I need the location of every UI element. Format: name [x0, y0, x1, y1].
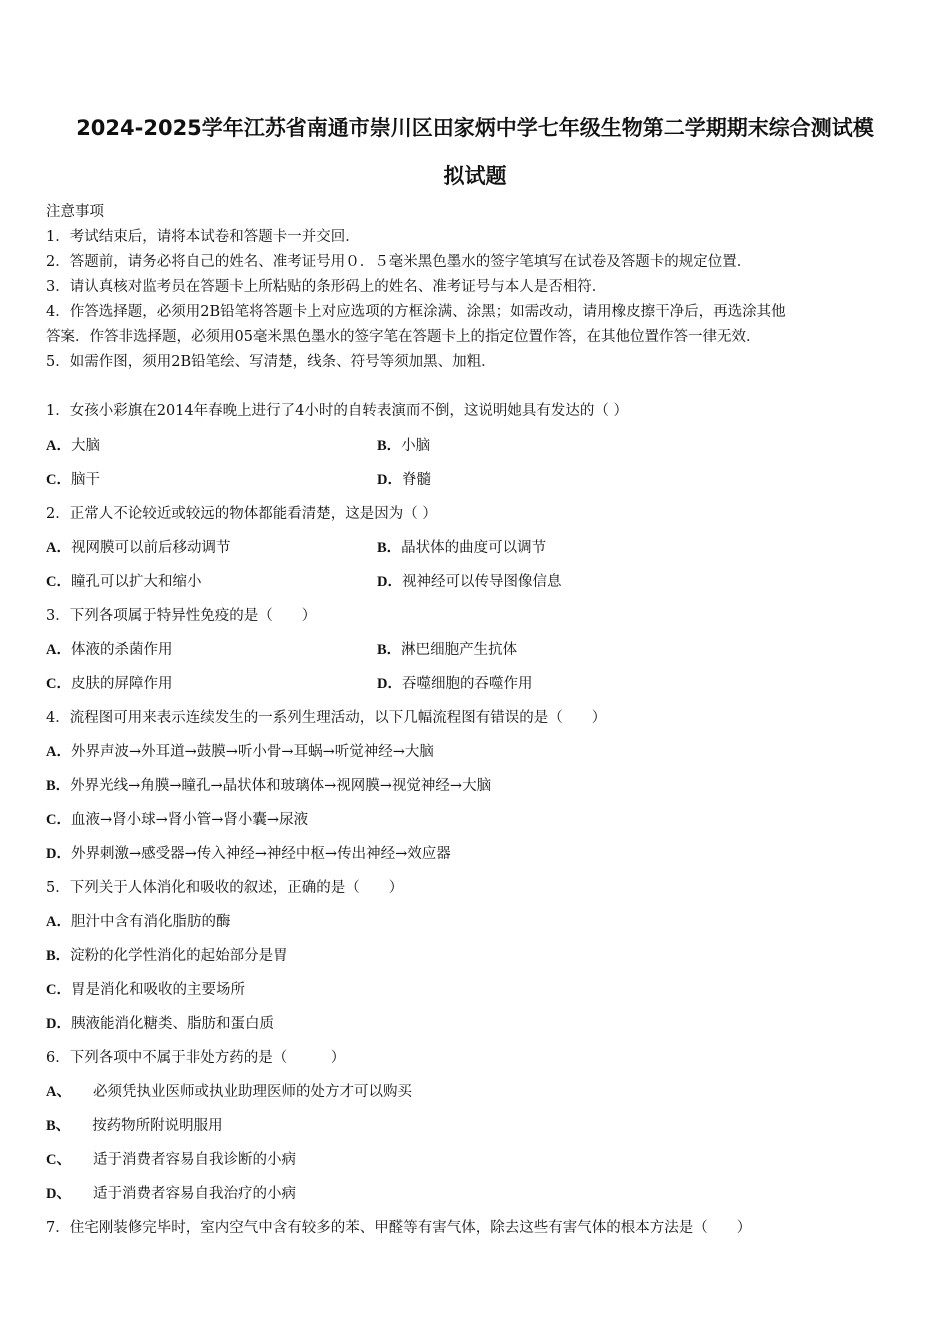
question-4-option-d: [46, 844, 451, 864]
document-title-line-2: 拟试题: [443, 164, 507, 188]
question-2-stem: 2．正常人不论较近或较远的物体都能看清楚，这是因为（ ）: [46, 506, 437, 522]
option-label: D．: [46, 846, 71, 862]
option-text: 脑干: [70, 472, 100, 488]
option-text: 大脑: [70, 438, 100, 454]
question-1-option-b: [377, 436, 430, 456]
question-1-option-d: [377, 470, 431, 490]
option-label: A．: [46, 540, 71, 556]
question-2-option-d: [377, 572, 561, 592]
option-text: 适于消费者容易自我诊断的小病: [92, 1152, 296, 1168]
question-6-option-b: [46, 1116, 223, 1136]
option-text: 吞噬细胞的吞噬作用: [401, 676, 533, 692]
question-5-stem: 5．下列关于人体消化和吸收的叙述，正确的是（ ）: [46, 880, 404, 896]
question-3-option-d: [377, 674, 532, 694]
question-6-option-d: [46, 1184, 296, 1204]
option-label: C．: [46, 676, 71, 692]
option-label: D．: [377, 574, 402, 590]
option-text: 外界刺激→感受器→传入神经→神经中枢→传出神经→效应器: [70, 846, 451, 862]
question-2-option-c: [46, 572, 201, 592]
note-item: 1．考试结束后，请将本试卷和答题卡一并交回．: [46, 229, 360, 245]
option-text: 淀粉的化学性消化的起始部分是胃: [70, 948, 288, 964]
option-text: 胰液能消化糖类、脂肪和蛋白质: [70, 1016, 274, 1032]
note-item: 5．如需作图，须用2B铅笔绘、写清楚，线条、符号等须加黑、加粗．: [46, 354, 496, 370]
question-3-option-b: [377, 640, 517, 660]
question-6-option-c: [46, 1150, 296, 1170]
question-6-option-a: [46, 1082, 412, 1102]
option-text: 小脑: [401, 438, 431, 454]
notes-heading: 注意事项: [46, 204, 104, 220]
question-6-stem: 6．下列各项中不属于非处方药的是（ ）: [46, 1050, 346, 1066]
option-text: 体液的杀菌作用: [70, 642, 173, 658]
option-text: 晶状体的曲度可以调节: [401, 540, 547, 556]
option-label: A．: [46, 914, 71, 930]
note-item: 3．请认真核对监考员在答题卡上所粘贴的条形码上的姓名、准考证号与本人是否相符．: [46, 279, 607, 295]
question-2-option-a: [46, 538, 230, 558]
option-label: A、: [46, 1084, 71, 1100]
option-label: C．: [46, 812, 71, 828]
question-1-stem: 1．女孩小彩旗在2014年春晚上进行了4小时的自转表演而不倒，这说明她具有发达的（ ）: [46, 403, 628, 419]
option-label: B．: [377, 438, 402, 454]
option-text: 胆汁中含有消化脂肪的酶: [70, 914, 231, 930]
question-5-option-d: [46, 1014, 274, 1034]
note-item: 4．作答选择题，必须用2B铅笔将答题卡上对应选项的方框涂满、涂黑；如需改动，请用橡皮擦干净后，再选涂其他: [46, 304, 786, 320]
question-5-option-c: [46, 980, 245, 1000]
document-title-line-1: 2024-2025学年江苏省南通市崇川区田家炳中学七年级生物第二学期期末综合测试模: [76, 116, 874, 140]
question-4-stem: 4．流程图可用来表示连续发生的一系列生理活动，以下几幅流程图有错误的是（ ）: [46, 710, 607, 726]
note-item: 答案．作答非选择题，必须用05毫米黑色墨水的签字笔在答题卡上的指定位置作答，在其他位置作答一律无效．: [46, 329, 761, 345]
option-text: 淋巴细胞产生抗体: [401, 642, 518, 658]
option-text: 皮肤的屏障作用: [70, 676, 173, 692]
option-label: B、: [46, 1118, 71, 1134]
option-label: B．: [377, 540, 402, 556]
option-label: D、: [46, 1186, 71, 1202]
question-4-option-a: [46, 742, 434, 762]
option-text: 脊髓: [401, 472, 431, 488]
option-text: 外界光线→角膜→瞳孔→晶状体和玻璃体→视网膜→视觉神经→大脑: [70, 778, 492, 794]
question-2-option-b: [377, 538, 546, 558]
option-label: B．: [377, 642, 402, 658]
option-label: D．: [46, 1016, 71, 1032]
option-label: D．: [377, 472, 402, 488]
question-5-option-a: [46, 912, 230, 932]
option-label: D．: [377, 676, 402, 692]
option-text: 必须凭执业医师或执业助理医师的处方才可以购买: [92, 1084, 412, 1100]
option-label: A．: [46, 744, 71, 760]
option-label: B．: [46, 948, 71, 964]
option-label: C．: [46, 982, 71, 998]
question-5-option-b: [46, 946, 288, 966]
question-1-option-a: [46, 436, 100, 456]
question-1-option-c: [46, 470, 100, 490]
option-label: B．: [46, 778, 71, 794]
option-text: 按药物所附说明服用: [92, 1118, 223, 1134]
question-3-stem: 3．下列各项属于特异性免疫的是（ ）: [46, 608, 317, 624]
option-text: 血液→肾小球→肾小管→肾小囊→尿液: [70, 812, 309, 828]
option-label: C．: [46, 574, 71, 590]
option-text: 胃是消化和吸收的主要场所: [70, 982, 245, 998]
question-3-option-c: [46, 674, 172, 694]
note-item: 2．答题前，请务必将自己的姓名、准考证号用０．５毫米黑色墨水的签字笔填写在试卷及答题卡的规定位置．: [46, 254, 752, 270]
question-4-option-b: [46, 776, 491, 796]
option-label: A．: [46, 642, 71, 658]
option-label: A．: [46, 438, 71, 454]
option-text: 适于消费者容易自我治疗的小病: [92, 1186, 296, 1202]
option-text: 瞳孔可以扩大和缩小: [70, 574, 202, 590]
question-3-option-a: [46, 640, 172, 660]
option-label: C、: [46, 1152, 71, 1168]
question-4-option-c: [46, 810, 308, 830]
option-text: 视网膜可以前后移动调节: [70, 540, 231, 556]
option-text: 视神经可以传导图像信息: [401, 574, 562, 590]
question-7-stem: 7．住宅刚装修完毕时，室内空气中含有较多的苯、甲醛等有害气体，除去这些有害气体的根本方法是（ ）: [46, 1220, 752, 1236]
option-text: 外界声波→外耳道→鼓膜→听小骨→耳蜗→听觉神经→大脑: [70, 744, 434, 760]
option-label: C．: [46, 472, 71, 488]
